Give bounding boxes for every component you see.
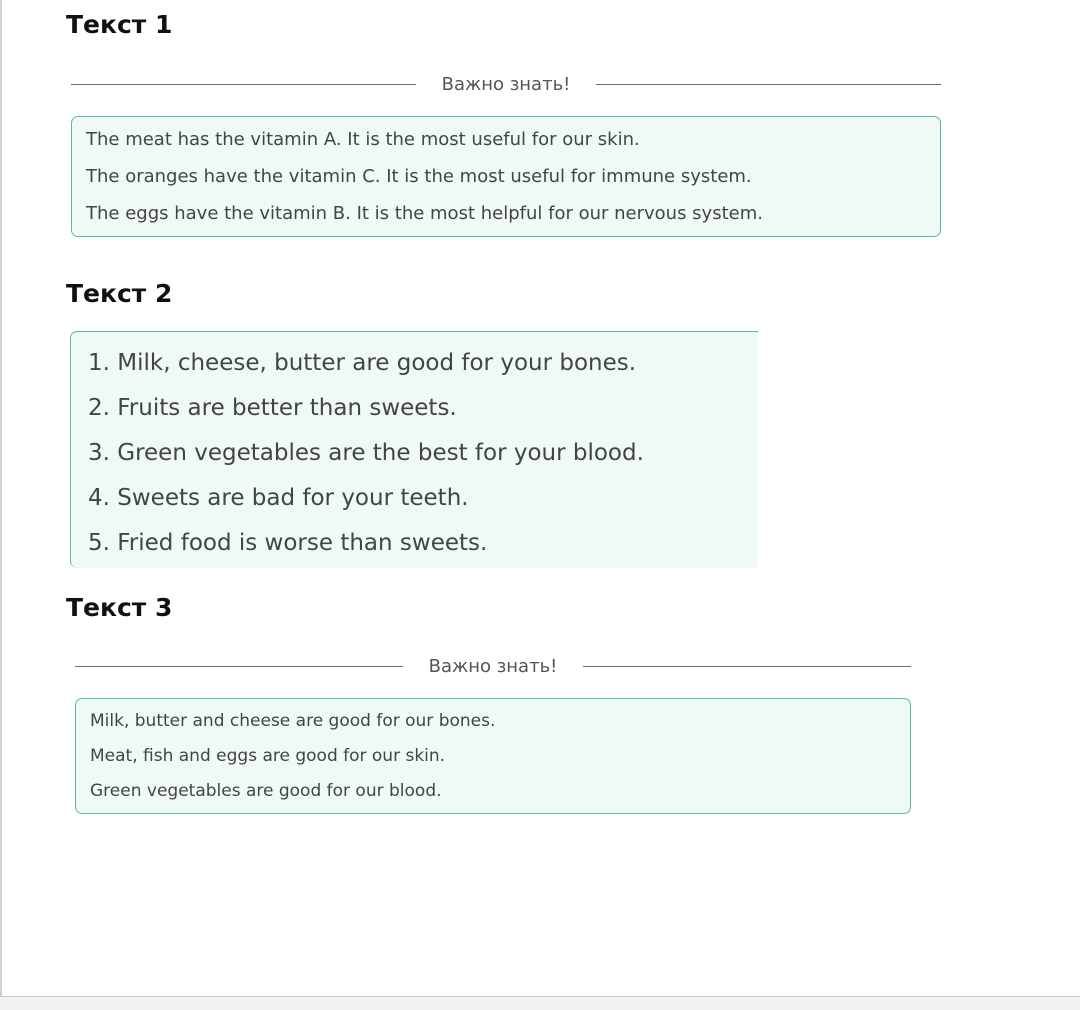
list-item: 4. Sweets are bad for your teeth. [88, 485, 469, 511]
text-1-divider [71, 74, 941, 94]
list-item: 5. Fried food is worse than sweets. [88, 530, 488, 556]
list-item: 2. Fruits are better than sweets. [88, 395, 457, 421]
important-label: Важно знать! [428, 655, 558, 677]
text-3-divider [75, 656, 911, 676]
text-3-heading: Текст 3 [66, 593, 173, 622]
text-2-list-box [70, 331, 758, 568]
important-label: Важно знать! [441, 73, 571, 95]
divider-line-left [75, 666, 403, 667]
list-item: 1. Milk, cheese, butter are good for your bones. [88, 350, 637, 376]
text-1-note-box [71, 116, 941, 237]
note-line: Meat, fish and eggs are good for our skin. [90, 746, 446, 766]
bottom-scroll-bar [0, 996, 1080, 1010]
list-item: 3. Green vegetables are the best for your blood. [88, 440, 644, 466]
text-3-note-box [75, 698, 911, 814]
note-line: The oranges have the vitamin C. It is the most useful for immune system. [86, 166, 752, 187]
divider-line-left [71, 84, 416, 85]
note-line: Green vegetables are good for our blood. [90, 781, 442, 801]
note-line: The eggs have the vitamin B. It is the most helpful for our nervous system. [86, 203, 763, 224]
text-1-heading: Текст 1 [66, 10, 173, 39]
divider-line-right [583, 666, 911, 667]
note-line: The meat has the vitamin A. It is the most useful for our skin. [86, 129, 640, 150]
note-line: Milk, butter and cheese are good for our bones. [90, 711, 496, 731]
divider-line-right [596, 84, 941, 85]
text-2-heading: Текст 2 [66, 279, 173, 308]
